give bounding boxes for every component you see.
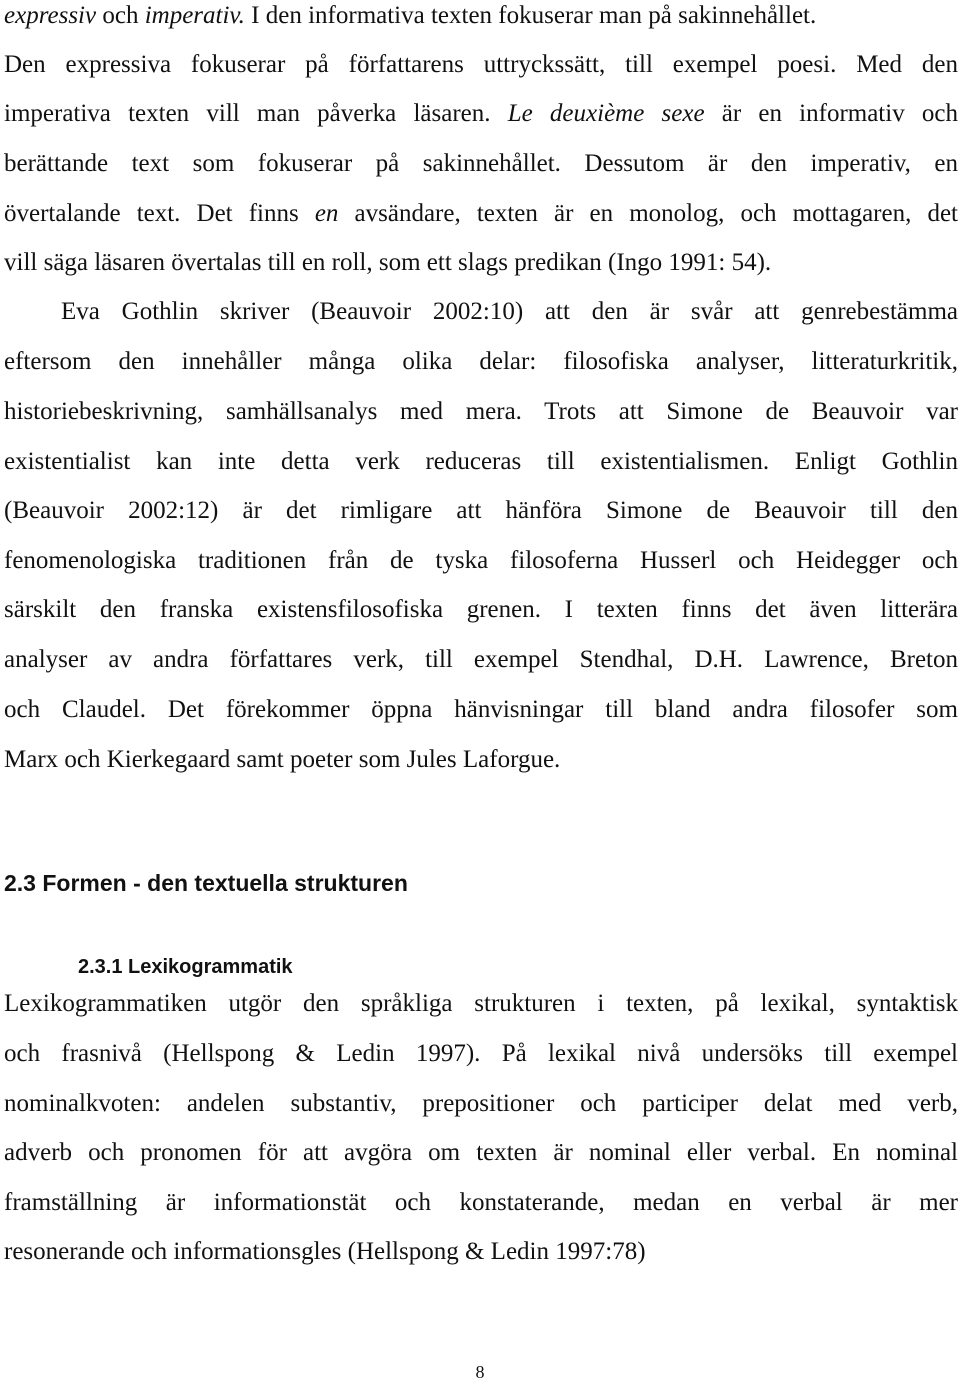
italic-word: en: [314, 200, 339, 227]
body-line: och Claudel. Det förekommer öppna hänvisningar till bland andra filosofer som: [4, 696, 958, 723]
body-line: (Beauvoir 2002:12) är det rimligare att hänföra Simone de Beauvoir till den: [4, 497, 958, 524]
body-line: eftersom den innehåller många olika delar: filosofiska analyser, litteraturkritik,: [4, 348, 958, 375]
italic-term: imperativ.: [144, 2, 245, 29]
paragraph-first-line: Eva Gothlin skriver (Beauvoir 2002:10) att den är svår att genrebestämma: [61, 298, 958, 325]
body-line: analyser av andra författares verk, till exempel Stendhal, D.H. Lawrence, Breton: [4, 646, 958, 673]
body-line: och frasnivå (Hellspong & Ledin 1997). På lexikal nivå undersöks till exempel: [4, 1040, 958, 1067]
book-title: Le deuxième sexe: [507, 100, 705, 127]
body-line: Den expressiva fokuserar på författarens uttryckssätt, till exempel poesi. Med den: [4, 51, 958, 78]
body-line: adverb och pronomen för att avgöra om texten är nominal eller verbal. En nominal: [4, 1139, 958, 1166]
body-line: nominalkvoten: andelen substantiv, prepositioner och participer delat med verb,: [4, 1090, 958, 1117]
body-line: historiebeskrivning, samhällsanalys med mera. Trots att Simone de Beauvoir var: [4, 398, 958, 425]
section-heading: 2.3 Formen - den textuella strukturen: [4, 870, 408, 896]
body-line: Lexikogrammatiken utgör den språkliga strukturen i texten, på lexikal, syntaktisk: [4, 990, 958, 1017]
body-line: expressiv och imperativ. I den informativa texten fokuserar man på sakinnehållet.: [4, 2, 817, 29]
body-line: vill säga läsaren övertalas till en roll, som ett slags predikan (Ingo 1991: 54).: [4, 249, 772, 276]
body-line: Marx och Kierkegaard samt poeter som Jules Laforgue.: [4, 746, 561, 773]
body-line: imperativa texten vill man påverka läsaren. Le deuxième sexe är en informativ och: [4, 100, 958, 127]
body-line: resonerande och informationsgles (Hellspong & Ledin 1997:78): [4, 1238, 646, 1265]
body-line: särskilt den franska existensfilosofiska grenen. I texten finns det även litterära: [4, 596, 958, 623]
subsection-heading: 2.3.1 Lexikogrammatik: [78, 956, 293, 978]
body-line: existentialist kan inte detta verk reduceras till existentialismen. Enligt Gothlin: [4, 448, 958, 475]
italic-term: expressiv: [4, 2, 97, 29]
page-number: 8: [475, 1362, 485, 1382]
body-line: framställning är informationstät och konstaterande, medan en verbal är mer: [4, 1189, 958, 1216]
body-line: fenomenologiska traditionen från de tyska filosoferna Husserl och Heidegger och: [4, 547, 958, 574]
body-line: berättande text som fokuserar på sakinnehållet. Dessutom är den imperativ, en: [4, 150, 958, 177]
body-line: övertalande text. Det finns en avsändare, texten är en monolog, och mottagaren, det: [4, 200, 958, 227]
